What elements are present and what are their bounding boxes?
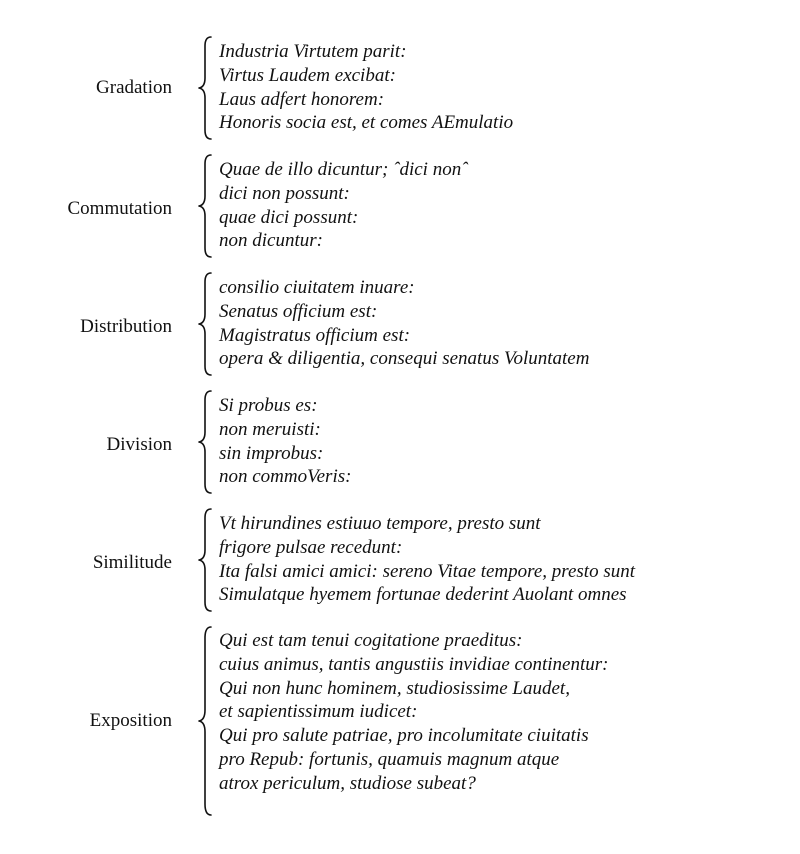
line-list [219, 40, 789, 135]
group-label: Division [106, 434, 172, 455]
text-line: Si probus es: [219, 395, 318, 416]
text-line: Qui est tam tenui cogitatione praeditus: [219, 630, 523, 651]
line-list [219, 276, 789, 371]
left-brace [197, 508, 215, 612]
text-line: opera & diligentia, consequi senatus Voluntatem [219, 348, 590, 370]
group-label: Distribution [80, 316, 172, 337]
text-line: Simulatque hyemem fortunae dederint Auolant omnes [219, 584, 627, 606]
text-line: Magistratus officium est: [219, 324, 411, 346]
text-line: frigore pulsae recedunt: [219, 536, 403, 558]
text-line: Laus adfert honorem: [219, 88, 385, 110]
text-line: et sapientissimum iudicet: [219, 701, 418, 723]
line-list [219, 629, 789, 796]
line-list [219, 158, 789, 253]
text-line: Virtus Laudem excibat: [219, 64, 396, 86]
group-label: Commutation [67, 198, 172, 219]
text-line: Honoris socia est, et comes AEmulatio [219, 112, 514, 134]
group-distribution [0, 272, 800, 376]
group-label: Gradation [96, 77, 172, 98]
text-line: atrox periculum, studiose subeat? [219, 772, 476, 794]
text-line: Qui pro salute patriae, pro incolumitate ciuitatis [219, 725, 589, 747]
text-line: Vt hirundines estiuuo tempore, presto sunt [219, 513, 541, 534]
group-division [0, 390, 800, 494]
left-brace [197, 626, 215, 816]
text-line: non meruisti: [219, 418, 321, 440]
text-line: consilio ciuitatem inuare: [219, 277, 415, 298]
text-line: non dicuntur: [219, 230, 323, 252]
left-brace [197, 154, 215, 258]
text-line: quae dici possunt: [219, 206, 359, 228]
text-line: cuius animus, tantis angustiis invidiae continentur: [219, 653, 609, 675]
left-brace [197, 36, 215, 140]
text-line: Ita falsi amici amici: sereno Vitae tempore, presto sunt [219, 560, 635, 582]
text-line: pro Repub: fortunis, quamuis magnum atque [219, 748, 560, 770]
group-similitude [0, 508, 800, 612]
group-label: Similitude [92, 552, 172, 573]
text-line: Senatus officium est: [219, 300, 378, 322]
text-line: non commoVeris: [219, 466, 352, 488]
group-commutation [0, 154, 800, 258]
line-list [219, 394, 789, 489]
group-label: Exposition [89, 710, 172, 731]
group-gradation [0, 36, 800, 140]
text-line: Industria Virtutem parit: [219, 41, 407, 62]
left-brace [197, 390, 215, 494]
text-line: Quae de illo dicuntur; ˆdici nonˆ [219, 159, 468, 180]
text-line: sin improbus: [219, 442, 324, 464]
text-line: Qui non hunc hominem, studiosissime Laudet, [219, 677, 570, 699]
left-brace [197, 272, 215, 376]
line-list [219, 512, 789, 607]
group-exposition [0, 626, 800, 816]
text-line: dici non possunt: [219, 182, 350, 204]
